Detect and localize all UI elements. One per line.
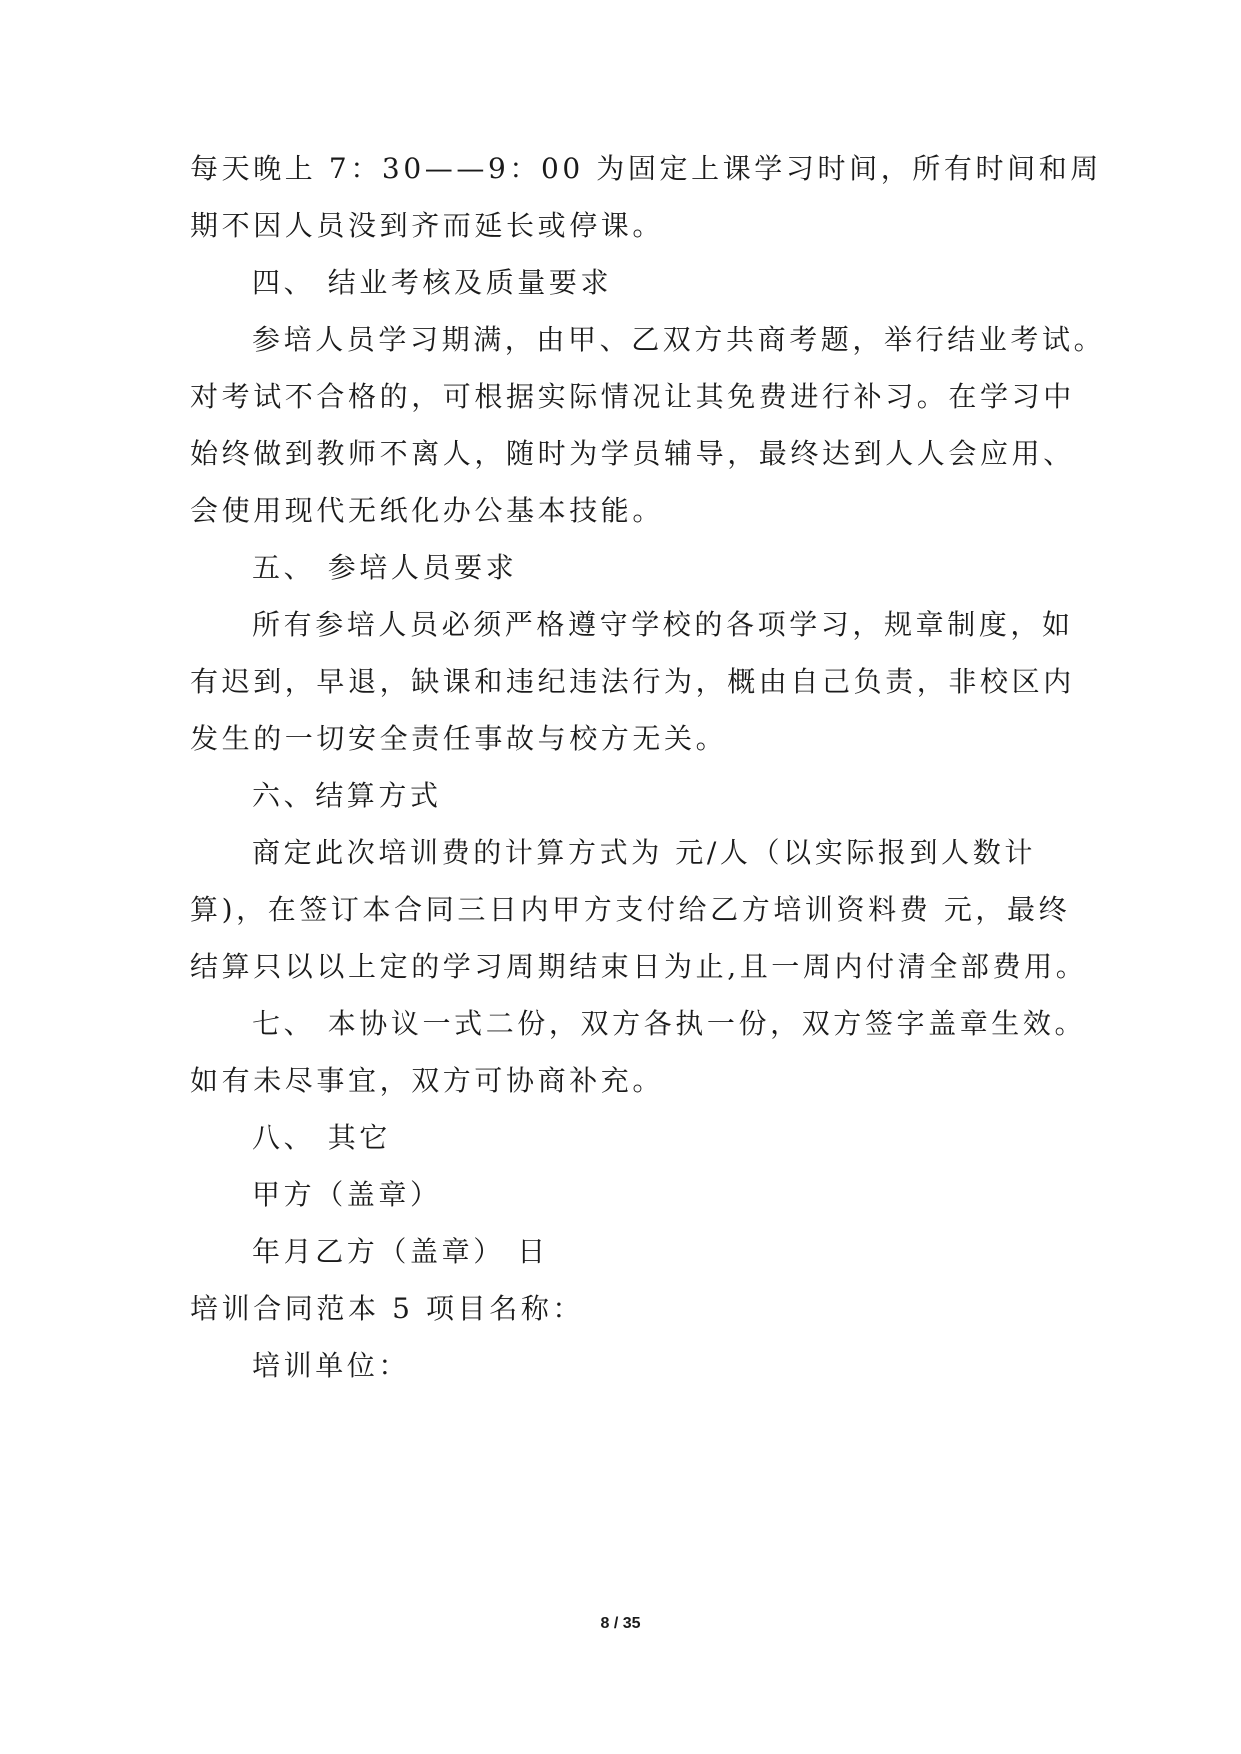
section-heading: 六、结算方式: [252, 779, 442, 812]
page-number: 8 / 35: [600, 1615, 641, 1632]
paragraph-line: 发生的一切安全责任事故与校方无关。: [190, 722, 728, 755]
paragraph-line: 每天晚上 7：30——9：00 为固定上课学习时间，所有时间和周: [190, 152, 1102, 185]
section-heading: 四、 结业考核及质量要求: [252, 266, 613, 299]
section-heading: 八、 其它: [252, 1121, 391, 1154]
section-heading: 七、 本协议一式二份，双方各执一份，双方签字盖章生效。: [252, 1007, 1087, 1040]
paragraph-line: 参培人员学习期满，由甲、乙双方共商考题，举行结业考试。: [252, 323, 1106, 356]
signature-line: 甲方（盖章）: [252, 1178, 442, 1211]
paragraph-line: 结算只以以上定的学习周期结束日为止,且一周内付清全部费用。: [190, 950, 1088, 983]
paragraph-line: 期不因人员没到齐而延长或停课。: [190, 209, 665, 242]
paragraph-line: 算)，在签订本合同三日内甲方支付给乙方培训资料费 元，最终: [190, 893, 1071, 926]
paragraph-line: 如有未尽事宜，双方可协商补充。: [190, 1064, 665, 1097]
paragraph-line: 会使用现代无纸化办公基本技能。: [190, 494, 665, 527]
paragraph-line: 有迟到，早退，缺课和违纪违法行为，概由自己负责，非校区内: [190, 665, 1075, 698]
paragraph-line: 培训单位：: [252, 1349, 411, 1382]
paragraph-line: 所有参培人员必须严格遵守学校的各项学习，规章制度，如: [252, 608, 1074, 641]
paragraph-line: 对考试不合格的，可根据实际情况让其免费进行补习。在学习中: [190, 380, 1075, 413]
section-heading: 五、 参培人员要求: [252, 551, 518, 584]
signature-line: 年月乙方（盖章） 日: [252, 1235, 549, 1268]
paragraph-line: 商定此次培训费的计算方式为 元/人（以实际报到人数计: [252, 836, 1036, 869]
paragraph-line: 始终做到教师不离人，随时为学员辅导，最终达到人人会应用、: [190, 437, 1075, 470]
document-title-line: 培训合同范本 5 项目名称：: [190, 1292, 585, 1325]
